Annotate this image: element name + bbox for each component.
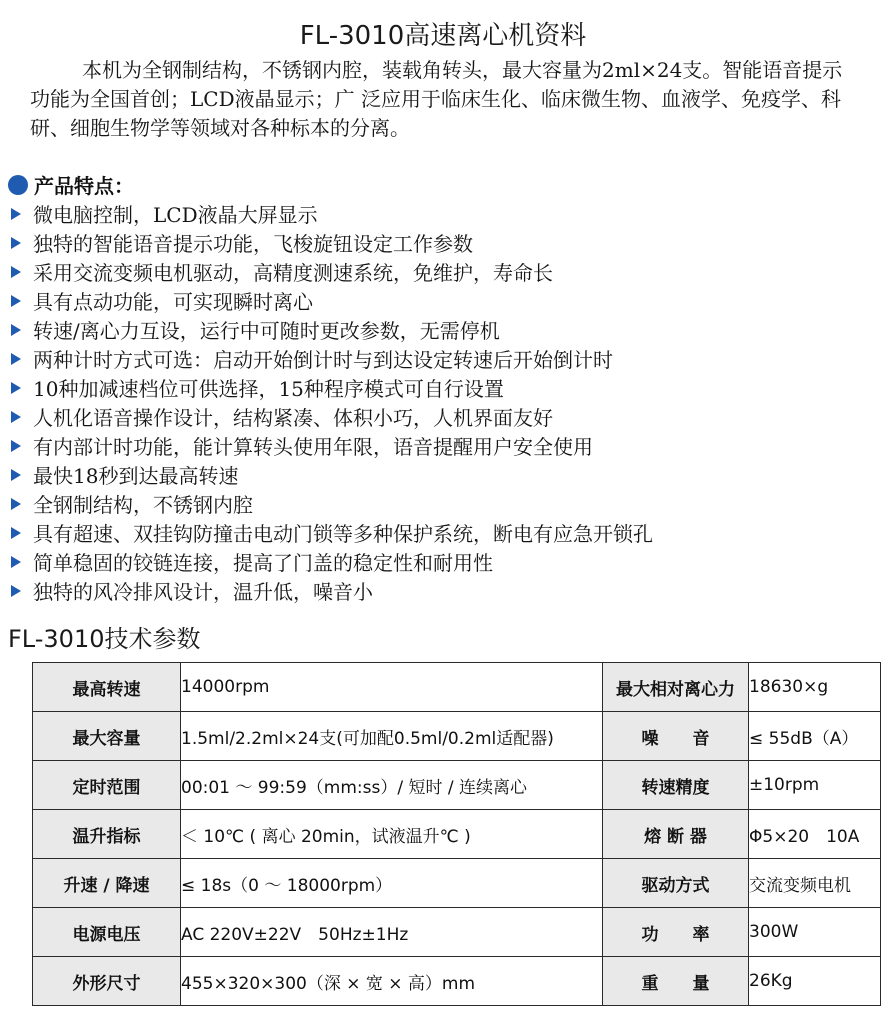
feature-text: 全钢制结构，不锈钢内腔 [33,493,253,517]
spec-value: 300W [749,908,881,957]
bullet-dot-icon [8,175,28,195]
triangle-bullet-icon [11,411,21,423]
spec-label: 最大相对离心力 [603,663,749,712]
spec-value: Φ5×20 10A [749,810,881,859]
spec-value: 交流变频电机 [749,859,881,908]
feature-text: 具有点动功能，可实现瞬时离心 [33,290,313,314]
spec-label: 最高转速 [33,663,181,712]
feature-text: 简单稳固的铰链连接，提高了门盖的稳定性和耐用性 [33,551,493,575]
feature-text: 最快18秒到达最高转速 [33,464,239,488]
spec-value: 1.5ml/2.2ml×24支(可加配0.5ml/0.2ml适配器) [181,712,603,761]
spec-label: 噪 音 [603,712,749,761]
feature-text: 两种计时方式可选：启动开始倒计时与到达设定转速后开始倒计时 [33,348,613,372]
feature-item [8,373,878,402]
feature-text: 人机化语音操作设计，结构紧凑、体积小巧，人机界面友好 [33,406,553,430]
spec-row [33,957,881,1006]
triangle-bullet-icon [11,208,21,220]
feature-item [8,315,878,344]
triangle-bullet-icon [11,469,21,481]
feature-text: 独特的风冷排风设计，温升低，噪音小 [33,580,373,604]
spec-value: ≤ 55dB（A） [749,712,881,761]
features-heading [8,170,878,199]
spec-value: ±10rpm [749,761,881,810]
spec-label: 转速精度 [603,761,749,810]
spec-value: 18630×g [749,663,881,712]
spec-row [33,859,881,908]
triangle-bullet-icon [11,237,21,249]
intro-paragraph: 本机为全钢制结构，不锈钢内腔，装载角转头，最大容量为2ml×24支。智能语音提示功能为全国首创；LCD液晶显示；广 泛应用于临床生化、临床微生物、血液学、免疫学、科研、细胞生物学等领域对各种标本的分离。 [30,58,843,140]
spec-label: 温升指标 [33,810,181,859]
feature-item [8,518,878,547]
spec-label: 电源电压 [33,908,181,957]
spec-label: 外形尺寸 [33,957,181,1006]
triangle-bullet-icon [11,498,21,510]
spec-value: ＜ 10℃ ( 离心 20min，试液温升℃ ) [181,810,603,859]
feature-item [8,344,878,373]
feature-text: 采用交流变频电机驱动，高精度测速系统，免维护，寿命长 [33,261,553,285]
feature-item [8,228,878,257]
feature-item [8,489,878,518]
spec-heading: FL-3010技术参数 [8,625,201,653]
spec-value: ≤ 18s（0 ～ 18000rpm） [181,859,603,908]
triangle-bullet-icon [11,440,21,452]
feature-item [8,547,878,576]
feature-text: 独特的智能语音提示功能，飞梭旋钮设定工作参数 [33,232,473,256]
spec-row [33,712,881,761]
spec-row [33,761,881,810]
triangle-bullet-icon [11,556,21,568]
feature-item [8,199,878,228]
spec-label: 定时范围 [33,761,181,810]
spec-row [33,908,881,957]
spec-table [32,662,881,1006]
page-title: FL-3010高速离心机资料 [299,21,587,52]
feature-item [8,576,878,605]
spec-value: 26Kg [749,957,881,1006]
spec-label: 最大容量 [33,712,181,761]
spec-label: 熔 断 器 [603,810,749,859]
feature-text: 微电脑控制，LCD液晶大屏显示 [33,203,318,227]
triangle-bullet-icon [11,295,21,307]
triangle-bullet-icon [11,353,21,365]
spec-row [33,810,881,859]
features-heading-label: 产品特点： [34,174,134,198]
features-section [8,170,878,605]
features-list [8,199,878,605]
triangle-bullet-icon [11,585,21,597]
spec-label: 重 量 [603,957,749,1006]
feature-text: 具有超速、双挂钩防撞击电动门锁等多种保护系统，断电有应急开锁孔 [33,522,653,546]
feature-text: 转速/离心力互设，运行中可随时更改参数，无需停机 [33,319,500,343]
spec-label: 功 率 [603,908,749,957]
feature-text: 10种加减速档位可供选择，15种程序模式可自行设置 [33,377,504,401]
spec-value: 455×320×300（深 × 宽 × 高）mm [181,957,603,1006]
feature-item [8,402,878,431]
feature-item [8,286,878,315]
triangle-bullet-icon [11,382,21,394]
triangle-bullet-icon [11,527,21,539]
feature-text: 有内部计时功能，能计算转头使用年限，语音提醒用户安全使用 [33,435,593,459]
spec-row [33,663,881,712]
triangle-bullet-icon [11,266,21,278]
spec-label: 驱动方式 [603,859,749,908]
spec-label: 升速 / 降速 [33,859,181,908]
feature-item [8,257,878,286]
feature-item [8,431,878,460]
feature-item [8,460,878,489]
spec-value: 14000rpm [181,663,603,712]
triangle-bullet-icon [11,324,21,336]
spec-value: 00:01 ～ 99:59（mm:ss）/ 短时 / 连续离心 [181,761,603,810]
spec-value: AC 220V±22V 50Hz±1Hz [181,908,603,957]
